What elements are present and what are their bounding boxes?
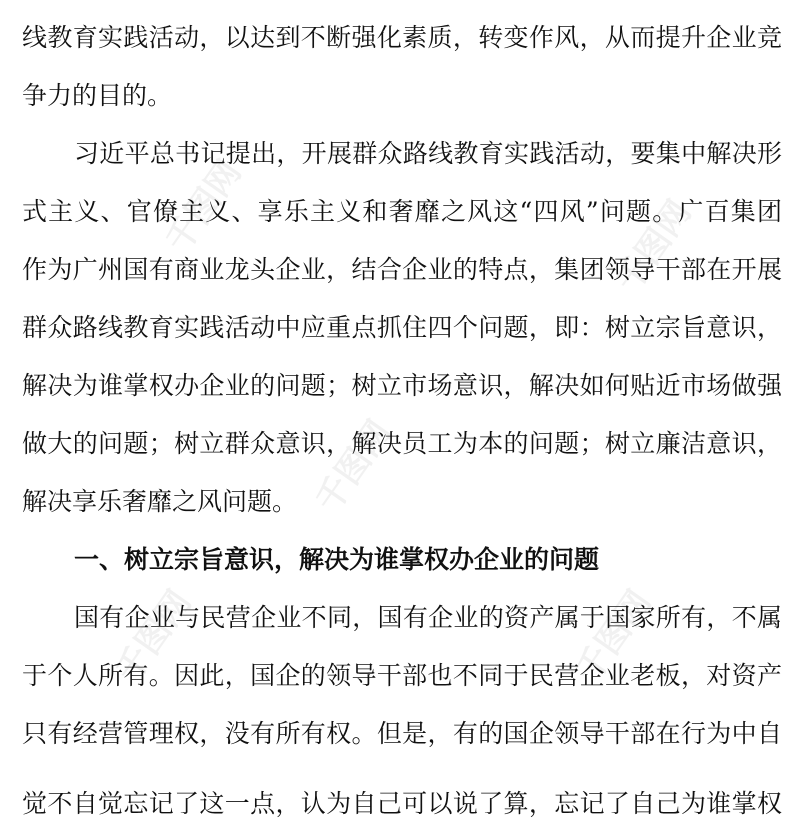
paragraph-line: 国有企业与民营企业不同，国有企业的资产属于国家所有，不属 xyxy=(74,603,782,632)
paragraph-line: 习近平总书记提出，开展群众路线教育实践活动，要集中解决形 xyxy=(74,139,782,168)
paragraph-line: 式主义、官僚主义、享乐主义和奢靡之风这“四风”问题。广百集团 xyxy=(22,197,782,226)
paragraph-line: 群众路线教育实践活动中应重点抓住四个问题，即：树立宗旨意识， xyxy=(22,313,782,342)
watermark: 千图网 xyxy=(108,583,200,690)
watermark: 千图网 xyxy=(158,153,250,260)
paragraph-line: 觉不自觉忘记了这一点，认为自己可以说了算，忘记了自己为谁掌权 xyxy=(22,789,782,818)
watermark: 千图网 xyxy=(608,193,700,300)
watermark: 千图网 xyxy=(308,413,400,520)
paragraph-line: 于个人所有。因此，国企的领导干部也不同于民营企业老板，对资产 xyxy=(22,661,782,690)
paragraph-line: 线教育实践活动，以达到不断强化素质，转变作风，从而提升企业竞 xyxy=(22,23,782,52)
paragraph-line: 解决享乐奢靡之风问题。 xyxy=(22,487,298,516)
paragraph-line: 做大的问题；树立群众意识，解决员工为本的问题；树立廉洁意识， xyxy=(22,429,782,458)
paragraph-line: 解决为谁掌权办企业的问题；树立市场意识，解决如何贴近市场做强 xyxy=(22,371,782,400)
paragraph-line: 作为广州国有商业龙头企业，结合企业的特点，集团领导干部在开展 xyxy=(22,255,782,284)
paragraph-line: 只有经营管理权，没有所有权。但是，有的国企领导干部在行为中自 xyxy=(22,719,782,748)
watermark: 千图网 xyxy=(568,583,660,690)
section-heading: 一、树立宗旨意识，解决为谁掌权办企业的问题 xyxy=(74,545,600,574)
paragraph-line: 争力的目的。 xyxy=(22,81,173,110)
